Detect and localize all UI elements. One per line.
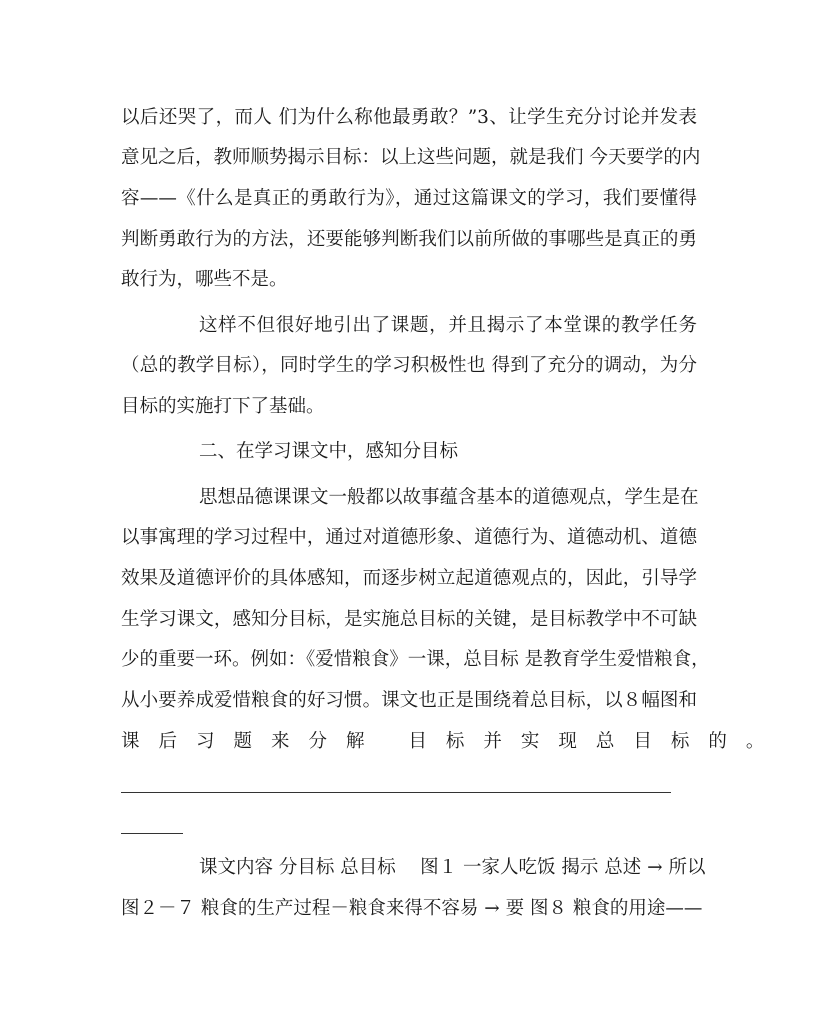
- paragraph-line: 意见之后，教师顺势揭示目标：以上这些问题，就是我们 今天要学的内: [121, 147, 701, 168]
- paragraph-line: 以后还哭了，而人 们为什么称他最勇敢？”3、让学生充分讨论并发表: [121, 107, 697, 128]
- paragraph-line: 课后习题来分解 目标并实现总目标的。: [121, 731, 784, 752]
- paragraph-line: 容——《什么是真正的勇敢行为》，通过这篇课文的学习，我们要懂得: [121, 188, 697, 209]
- separator-rule-short: [121, 833, 183, 834]
- outline-line: 图２－７ 粮食的生产过程－粮食来得不容易 → 要 图８ 粮食的用途——: [121, 898, 703, 919]
- paragraph-line: 这样不但很好地引出了课题，并且揭示了本堂课的教学任务: [199, 315, 697, 336]
- paragraph-line: 判断勇敢行为的方法，还要能够判断我们以前所做的事哪些是真正的勇: [121, 229, 697, 250]
- paragraph-line: 思想品德课课文一般都以故事蕴含基本的道德观点，学生是在: [199, 487, 699, 508]
- outline-line: 课文内容 分目标 总目标 图１ 一家人吃饭 揭示 总述 → 所以: [199, 857, 706, 878]
- paragraph-line: 从小要养成爱惜粮食的好习惯。课文也正是围绕着总目标，以８幅图和: [121, 690, 697, 711]
- paragraph-line: 少的重要一环。例如：《爱惜粮食》一课，总目标 是教育学生爱惜粮食，: [121, 649, 710, 670]
- paragraph-line: （总的教学目标），同时学生的学习积极性也 得到了充分的调动，为分: [121, 355, 697, 376]
- paragraph-line: 效果及道德评价的具体感知，而逐步树立起道德观点的，因此，引导学: [121, 568, 697, 589]
- section-heading: 二、在学习课文中，感知分目标: [199, 441, 459, 462]
- paragraph-line: 敢行为，哪些不是。: [121, 269, 288, 290]
- separator-rule-long: [121, 792, 671, 793]
- paragraph-line: 以事寓理的学习过程中，通过对道德形象、道德行为、道德动机、道德: [121, 527, 697, 548]
- paragraph-line: 生学习课文，感知分目标，是实施总目标的关键，是目标教学中不可缺: [121, 609, 697, 630]
- paragraph-line: 目标的实施打下了基础。: [121, 396, 325, 417]
